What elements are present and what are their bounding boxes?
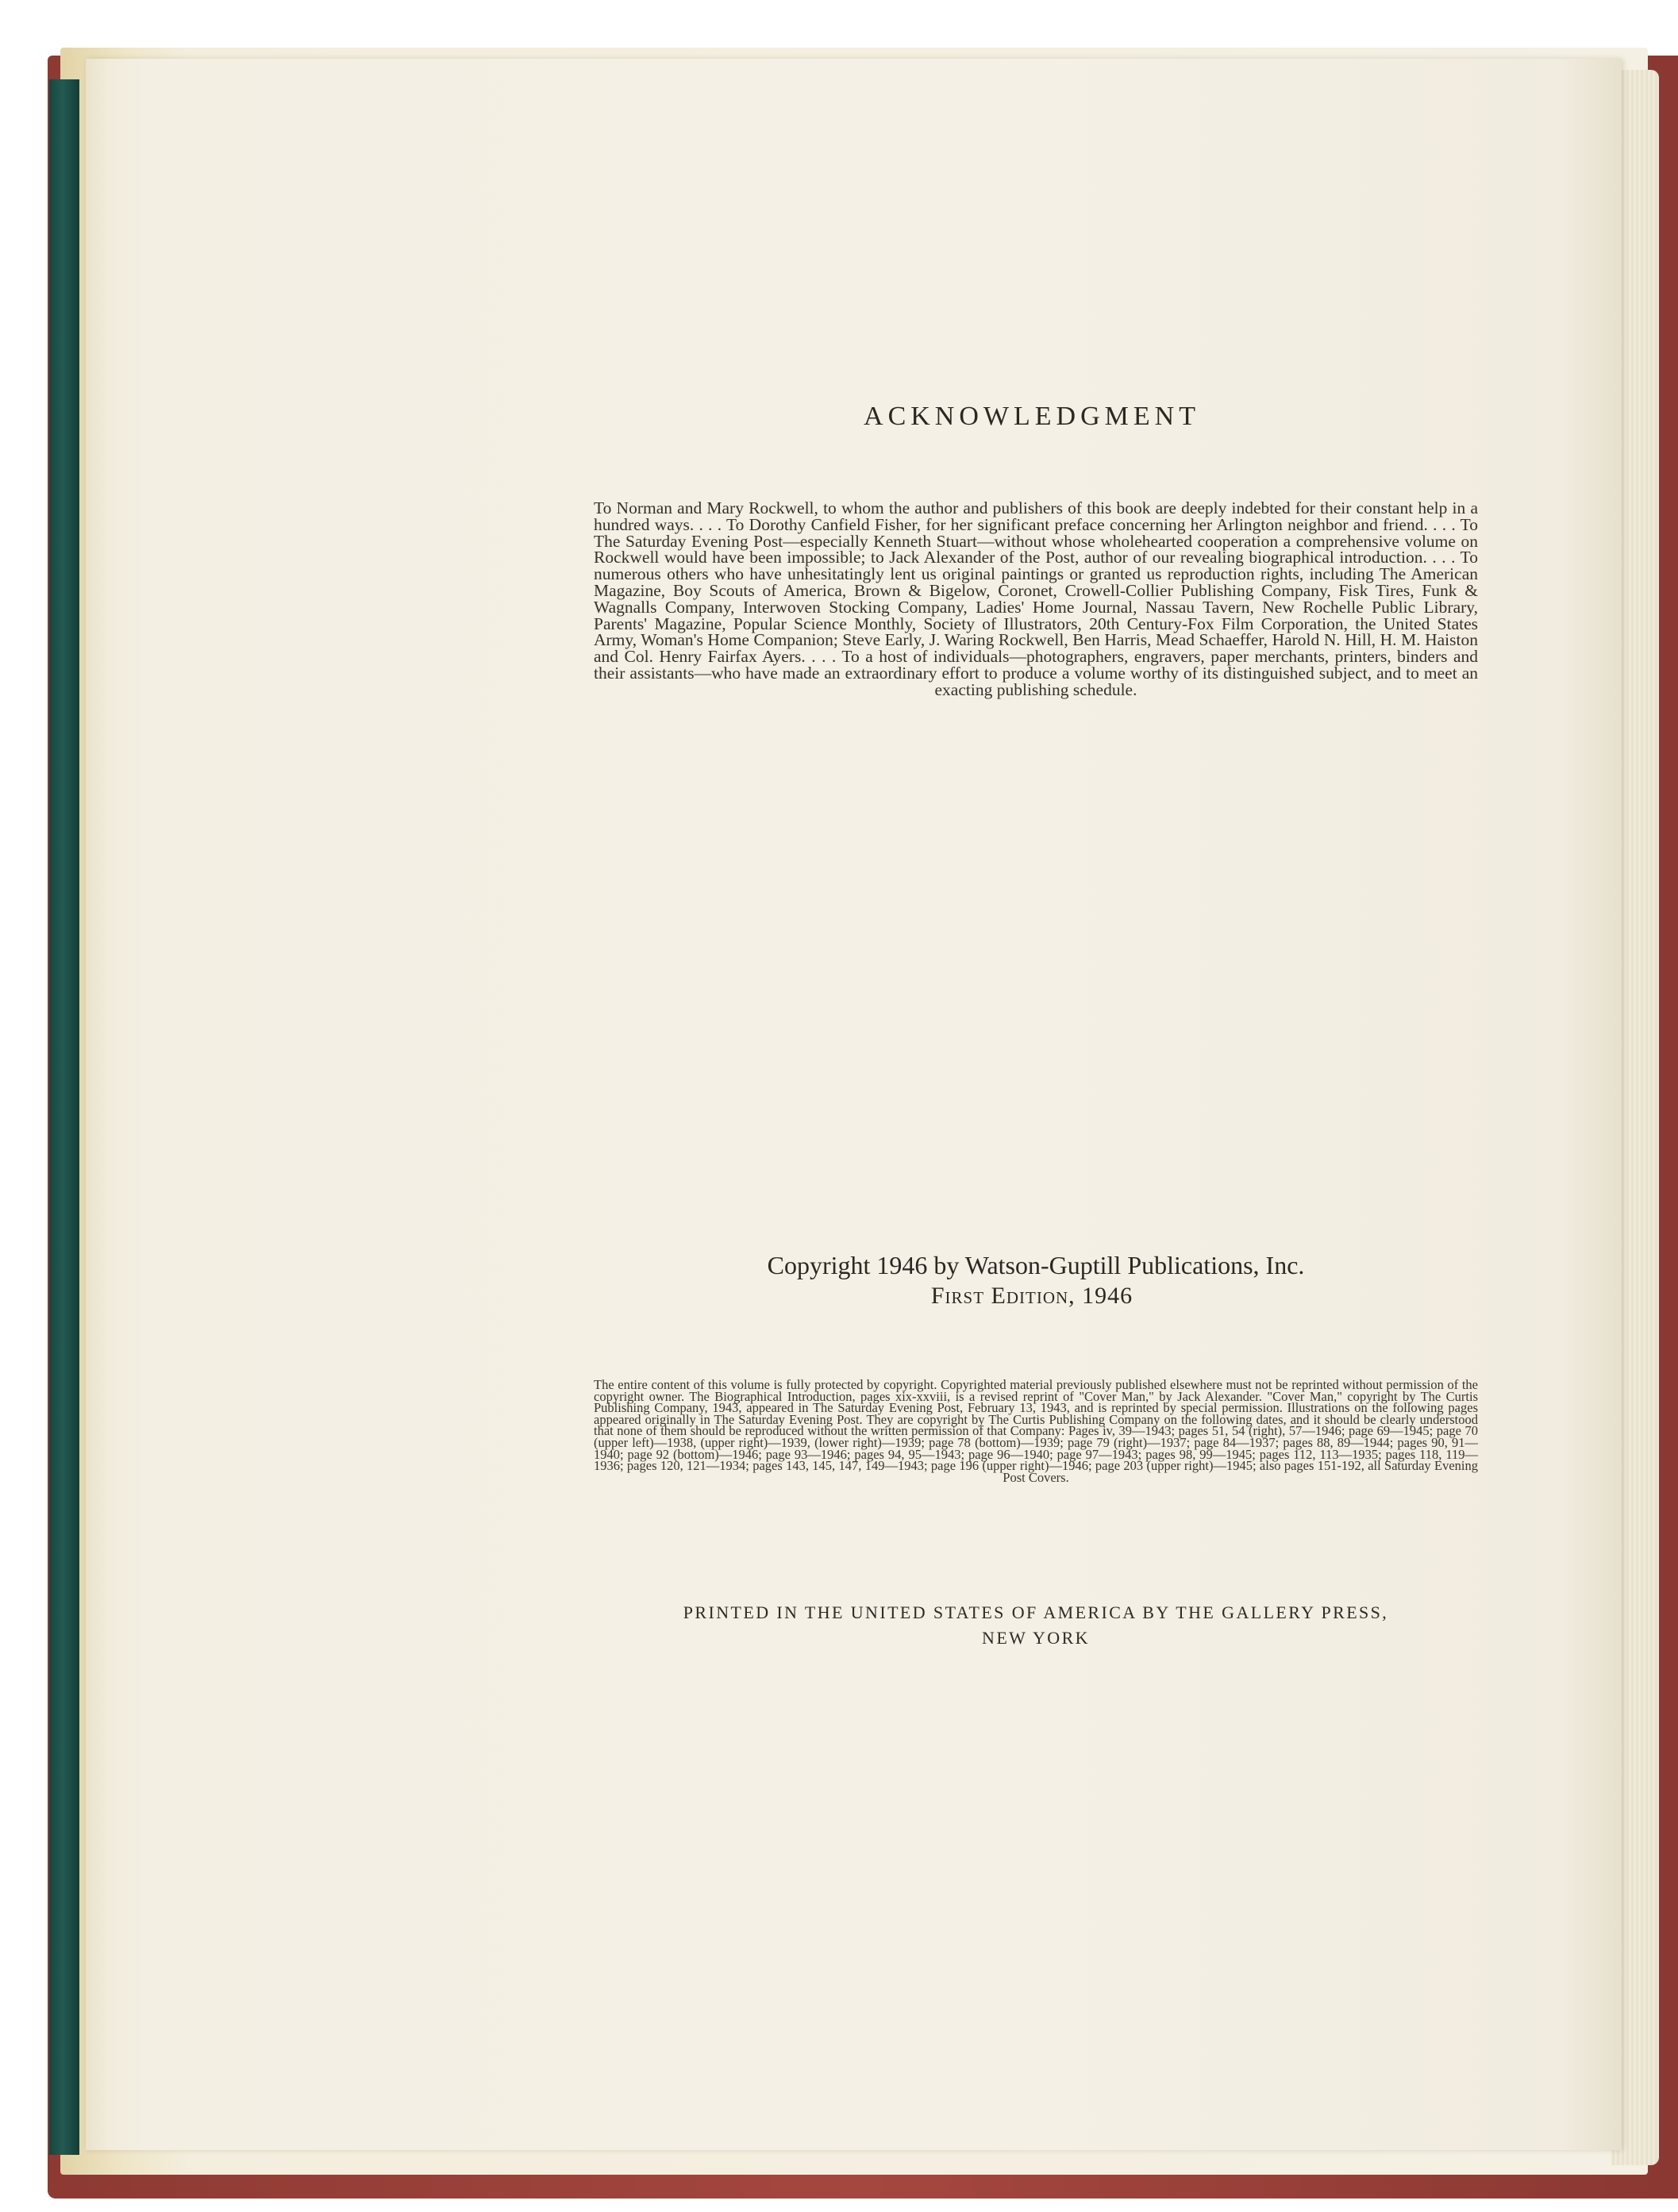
edition-line: First Edition, 1946 bbox=[930, 1283, 1133, 1309]
printer-imprint-line-2: NEW YORK bbox=[982, 1628, 1090, 1648]
acknowledgment-paragraph: To Norman and Mary Rockwell, to whom the author and publishers of this book are deeply indebted for their constant help in a hundred ways. . . . To Dorothy Canfield Fisher, for her significant preface concerning her Arlington neighbor and friend. . . . To The Saturday Evening Post—especially Kenneth Stuart—without whose wholehearted cooperation a comprehensive volume on Rockwell would have been impossible; to Jack Alexander of the Post, author of our revealing biographical introduction. . . . To numerous others who have unhesitatingly lent us original paintings or granted us reproduction rights, including The American Magazine, Boy Scouts of America, Brown & Bigelow, Coronet, Crowell-Collier Publishing Company, Fisk Tires, Funk & Wagnalls Company, Interwoven Stocking Company, Ladies' Home Journal, Nassau Tavern, New Rochelle Public Library, Parents' Magazine, Popular Science Monthly, Society of Illustrators, 20th Century-Fox Film Corporation, the United States Army, Woman's Home Companion; Steve Early, J. Waring Rockwell, Ben Harris, Mead Schaeffer, Harold N. Hill, H. M. Haiston and Col. Henry Fairfax Ayers. . . . To a host of individuals—photographers, engravers, paper merchants, printers, binders and their assistants—who have made an extraordinary effort to produce a volume worthy of its distinguished subject, and to meet an exacting publishing schedule. bbox=[594, 498, 1478, 699]
book-page bbox=[86, 59, 1622, 2150]
printer-imprint bbox=[594, 1600, 1478, 1651]
green-cloth-spine bbox=[49, 79, 79, 2155]
copyright-line: Copyright 1946 by Watson-Guptill Publications, Inc. bbox=[767, 1251, 1305, 1279]
acknowledgment-heading: ACKNOWLEDGMENT bbox=[864, 402, 1200, 431]
printer-imprint-line-1: PRINTED IN THE UNITED STATES OF AMERICA BY THE GALLERY PRESS, bbox=[683, 1602, 1389, 1622]
copyright-notice-paragraph: The entire content of this volume is fully protected by copyright. Copyrighted material previously published elsewhere must not be reprinted without permission of the copyright owner. The Biographical Introduction, pages xix-xxviii, is a revised reprint of "Cover Man," by Jack Alexander. "Cover Man," copyright by The Curtis Publishing Company, 1943, appeared in The Saturday Evening Post, February 13, 1943, and is reprinted by special permission. Illustrations on the following pages appeared originally in The Saturday Evening Post. They are copyright by The Curtis Publishing Company on the following dates, and it should be clearly understood that none of them should be reproduced without the written permission of that Company: Pages iv, 39—1943; pages 51, 54 (right), 57—1946; page 69—1945; page 70 (upper left)—1938, (upper right)—1939, (lower right)—1939; page 78 (bottom)—1939; page 79 (right)—1937; page 84—1937; pages 88, 89—1944; pages 90, 91—1940; page 92 (bottom)—1946; page 93—1946; pages 94, 95—1943; page 96—1940; page 97—1943; pages 98, 99—1945; pages 112, 113—1935; pages 118, 119—1936; pages 120, 121—1934; pages 143, 145, 147, 149—1943; page 196 (upper right)—1946; page 203 (upper right)—1945; also pages 151-192, all Saturday Evening Post Covers. bbox=[594, 1377, 1478, 1485]
